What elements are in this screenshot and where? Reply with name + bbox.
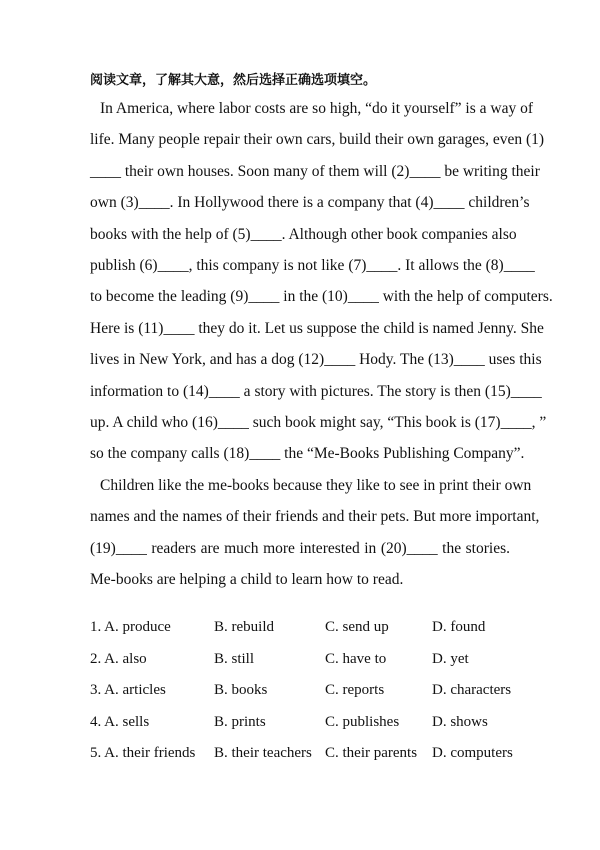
paragraph-line: books with the help of (5)____. Although other book companies also bbox=[90, 225, 517, 243]
paragraph-line: (19)____ readers are much more interested in (20)____ the stories. bbox=[90, 539, 510, 557]
option-c: C. their parents bbox=[325, 745, 418, 761]
option-c: C. send up bbox=[325, 619, 389, 635]
option-b: B. prints bbox=[214, 713, 266, 730]
option-b: B. their teachers bbox=[214, 745, 312, 761]
option-d: D. yet bbox=[432, 650, 469, 667]
option-c: C. publishes bbox=[325, 713, 400, 730]
answer-options bbox=[90, 612, 520, 770]
option-a: 1. A. produce bbox=[90, 619, 171, 635]
option-a: 3. A. articles bbox=[90, 682, 166, 698]
paragraph-line: own (3)____. In Hollywood there is a company that (4)____ children’s bbox=[90, 194, 530, 212]
paragraph-line: In America, where labor costs are so high, “do it yourself” is a way of bbox=[100, 100, 534, 117]
option-a: 5. A. their friends bbox=[90, 745, 196, 761]
paragraph-line: up. A child who (16)____ such book might say, “This book is (17)____, ” bbox=[90, 414, 547, 432]
option-b: B. still bbox=[214, 650, 255, 667]
paragraph-line: names and the names of their friends and their pets. But more important, bbox=[90, 508, 540, 526]
question-row-1 bbox=[90, 612, 520, 644]
paragraph-line: Children like the me-books because they like to see in print their own bbox=[100, 477, 532, 494]
option-a: 2. A. also bbox=[90, 650, 147, 667]
paragraph-line: ____ their own houses. Soon many of them will (2)____ be writing their bbox=[90, 162, 540, 180]
option-d: D. found bbox=[432, 619, 486, 635]
paragraph-line: Me-books are helping a child to learn how to read. bbox=[90, 571, 404, 589]
option-d: D. shows bbox=[432, 713, 488, 730]
paragraph-line: publish (6)____, this company is not like (7)____. It allows the (8)____ bbox=[90, 257, 535, 275]
option-c: C. reports bbox=[325, 682, 385, 698]
paragraph-line: lives in New York, and has a dog (12)____ Hody. The (13)____ uses this bbox=[90, 351, 542, 369]
paragraph-line: so the company calls (18)____ the “Me-Books Publishing Company”. bbox=[90, 445, 525, 463]
option-c: C. have to bbox=[325, 650, 387, 667]
option-b: B. rebuild bbox=[214, 619, 274, 635]
option-d: D. computers bbox=[432, 745, 513, 761]
paragraph-2 bbox=[90, 470, 540, 596]
question-row-3 bbox=[90, 675, 520, 707]
question-row-2 bbox=[90, 644, 520, 676]
instruction-heading: 阅读文章，了解其大意，然后选择正确选项填空。 bbox=[90, 73, 377, 88]
paragraph-1 bbox=[90, 93, 553, 470]
paragraph-line: Here is (11)____ they do it. Let us suppose the child is named Jenny. She bbox=[90, 319, 544, 337]
option-b: B. books bbox=[214, 682, 268, 698]
paragraph-line: life. Many people repair their own cars, build their own garages, even (1) bbox=[90, 131, 545, 149]
question-row-5 bbox=[90, 738, 520, 770]
option-a: 4. A. sells bbox=[90, 713, 150, 730]
paragraph-line: to become the leading (9)____ in the (10)____ with the help of computers. bbox=[90, 288, 553, 306]
paragraph-line: information to (14)____ a story with pictures. The story is then (15)____ bbox=[90, 382, 542, 400]
option-d: D. characters bbox=[432, 682, 512, 698]
question-row-4 bbox=[90, 707, 520, 739]
